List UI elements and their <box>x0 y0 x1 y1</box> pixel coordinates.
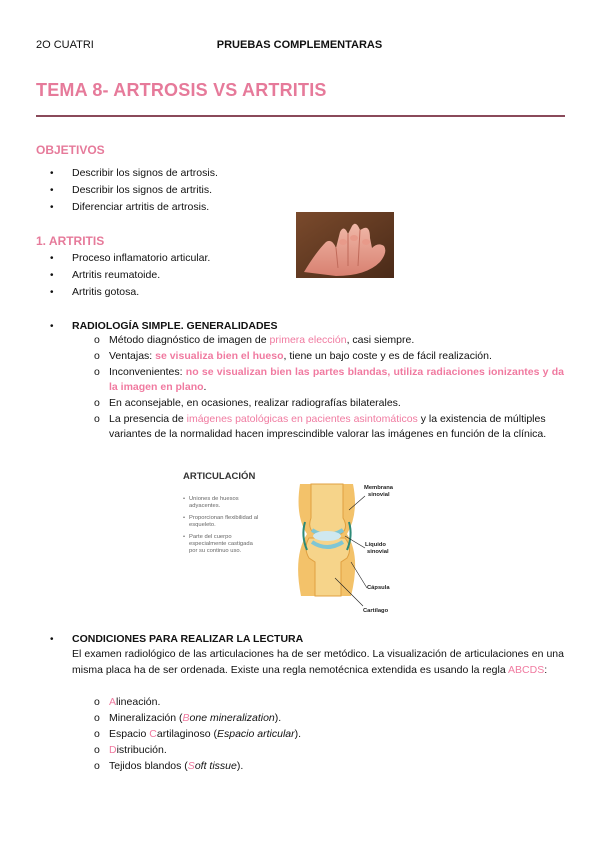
list-item: • Proceso inflamatorio articular. <box>50 252 211 264</box>
list-item: o Método diagnóstico de imagen de primera elección, casi siempre. <box>94 334 415 346</box>
diagram-bullet-1-a: Uniones de huesos <box>189 496 239 502</box>
condiciones-paragraph: El examen radiológico de las articulaciones ha de ser metódico. La visualización de articulaciones en una misma placa ha de ser ordenada. Existe una regla nemotécnica extendida es usando la regla ABCDS: <box>72 648 564 676</box>
label-membrana: Membrana <box>364 485 393 491</box>
knee-joint-icon <box>298 484 355 596</box>
list-item: • Artritis reumatoide. <box>50 269 161 281</box>
list-item: • Describir los signos de artritis. <box>50 184 213 196</box>
diagram-bullet-3-c: por su continuo uso. <box>189 548 242 554</box>
label-sinovial-2: sinovial <box>367 549 389 555</box>
svg-text:•: • <box>183 534 186 540</box>
list-item: • Diferenciar artritis de artrosis. <box>50 201 210 213</box>
list-item: o Tejidos blandos (Soft tissue). <box>94 760 244 772</box>
label-sinovial-1: sinovial <box>368 492 390 498</box>
list-item: o Alineación. <box>94 696 161 708</box>
list-item: o Mineralización (Bone mineralization). <box>94 712 282 724</box>
list-item: o La presencia de imágenes patológicas en pacientes asintomáticos y la existencia de múltiples variantes de la normalidad hacen imprescindible valorar las imágenes en función de la clínica. <box>94 413 547 440</box>
objetivos-heading: OBJETIVOS <box>36 143 105 157</box>
label-liquido: Líquido <box>365 542 386 548</box>
diagram-bullet-3-b: especialmente castigada <box>189 541 253 547</box>
diagram-bullet-2-b: esqueleto. <box>189 522 216 528</box>
diagram-bullet-1-b: adyacentes. <box>189 503 221 509</box>
diagram-bullet-3-a: Parte del cuerpo <box>189 534 232 540</box>
label-capsula: Cápsula <box>367 585 390 591</box>
list-item: • Describir los signos de artrosis. <box>50 167 218 179</box>
list-item: • Artritis gotosa. <box>50 286 140 298</box>
diagram-bullet-2-a: Proporcionan flexibilidad al <box>189 515 259 521</box>
label-cartilago: Cartílago <box>363 608 389 614</box>
radiologia-heading: • RADIOLOGÍA SIMPLE. GENERALIDADES <box>50 320 278 332</box>
svg-text:•: • <box>183 496 186 502</box>
list-item: o En aconsejable, en ocasiones, realizar radiografías bilaterales. <box>94 397 401 409</box>
svg-text:•: • <box>183 515 186 521</box>
page-title: TEMA 8- ARTROSIS VS ARTRITIS <box>36 80 327 100</box>
diagram-title: ARTICULACIÓN <box>183 471 256 482</box>
list-item: o Espacio Cartilaginoso (Espacio articular). <box>94 728 302 740</box>
list-item: o Distribución. <box>94 744 167 756</box>
artritis-heading: 1. ARTRITIS <box>36 234 105 248</box>
arthritis-hands-photo <box>296 212 394 278</box>
condiciones-heading: • CONDICIONES PARA REALIZAR LA LECTURA <box>50 633 304 645</box>
articulacion-diagram <box>175 466 400 616</box>
list-item: o Inconvenientes: no se visualizan bien las partes blandas, utiliza radiaciones ionizantes y da la imagen en plano. <box>94 366 564 393</box>
list-item: o Ventajas: se visualiza bien el hueso, tiene un bajo coste y es de fácil realización. <box>94 350 492 362</box>
header-left: 2O CUATRI <box>36 39 94 51</box>
title-divider <box>36 115 565 117</box>
header-title: PRUEBAS COMPLEMENTARAS <box>216 39 383 51</box>
